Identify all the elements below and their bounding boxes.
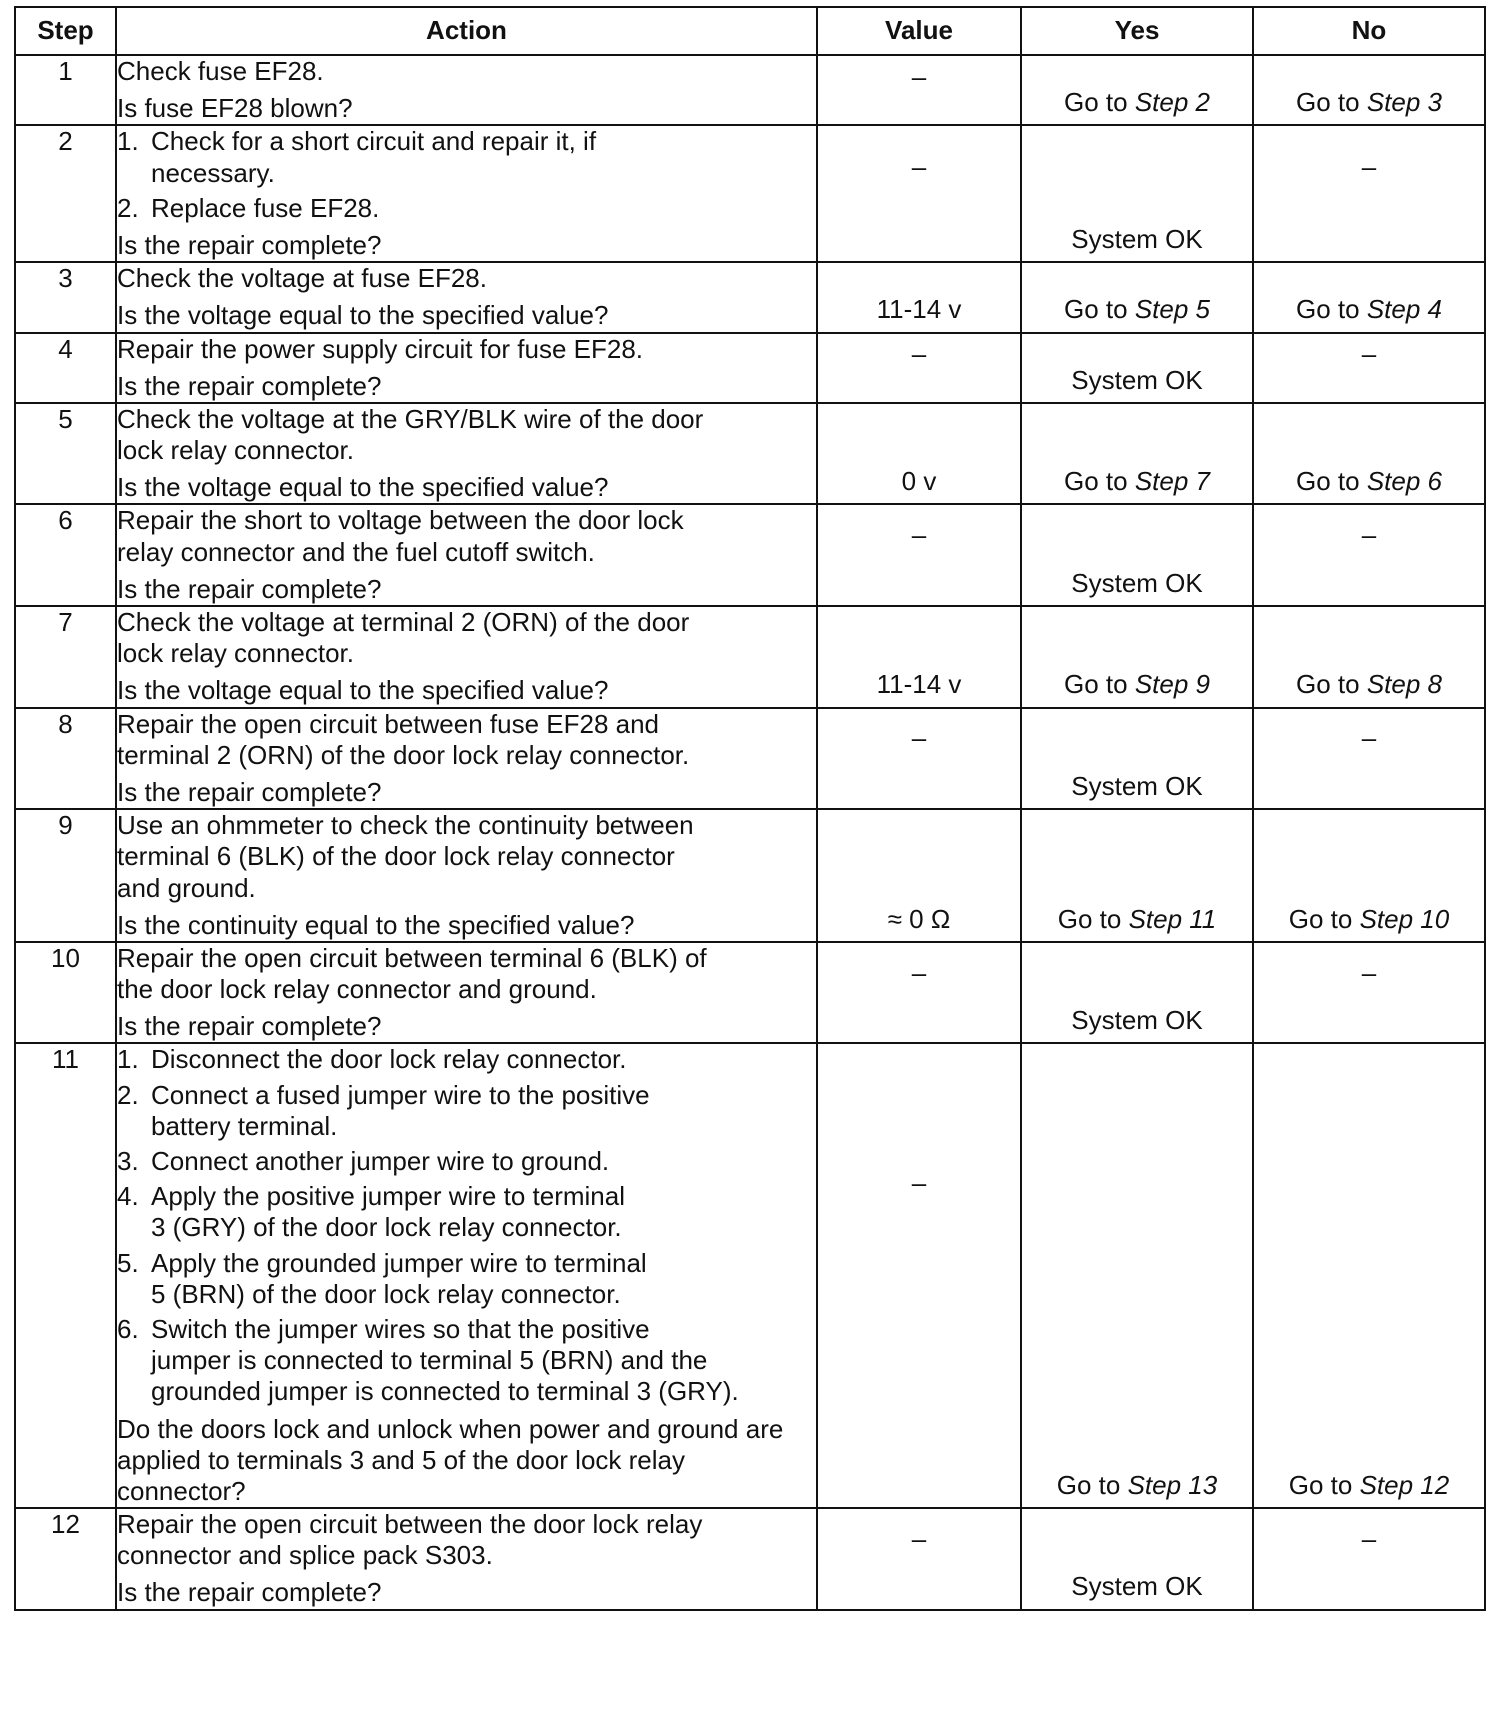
yes-text: System OK bbox=[1071, 1005, 1203, 1036]
yes-outcome bbox=[1022, 568, 1252, 599]
step-cell: 5 bbox=[15, 403, 116, 505]
step-cell: 10 bbox=[15, 942, 116, 1044]
diagnostic-table-container bbox=[14, 6, 1486, 1611]
action-line: terminal 6 (BLK) of the door lock relay connector bbox=[117, 841, 675, 872]
action-cell bbox=[116, 606, 817, 708]
action-step-number: 2. bbox=[117, 1079, 139, 1110]
step-cell: 1 bbox=[15, 55, 116, 125]
yes-text: System OK bbox=[1071, 770, 1203, 801]
no-step-ref: Step 4 bbox=[1366, 294, 1442, 325]
no-text: Go to Step 10 bbox=[1288, 903, 1450, 934]
yes-cell bbox=[1021, 1043, 1253, 1508]
action-step-number: 1. bbox=[117, 1044, 139, 1075]
action-line: terminal 2 (ORN) of the door lock relay connector. bbox=[117, 739, 690, 770]
table-row bbox=[15, 403, 1485, 505]
action-step-number: 6. bbox=[117, 1313, 139, 1344]
action-step-text: Disconnect the door lock relay connector. bbox=[151, 1044, 627, 1075]
yes-cell bbox=[1021, 333, 1253, 403]
value-cell bbox=[817, 403, 1021, 505]
table-row bbox=[15, 333, 1485, 403]
action-line: Check the voltage at terminal 2 (ORN) of the door bbox=[117, 607, 690, 637]
action-step-item bbox=[117, 1044, 816, 1075]
value-cell bbox=[817, 333, 1021, 403]
action-step-continuation: necessary. bbox=[151, 157, 275, 188]
table-row bbox=[15, 1043, 1485, 1508]
action-step-text: Check for a short circuit and repair it, if bbox=[151, 126, 597, 157]
action-cell bbox=[116, 1043, 817, 1508]
value-cell bbox=[817, 708, 1021, 810]
action-cell bbox=[116, 403, 817, 505]
no-cell bbox=[1253, 333, 1485, 403]
action-line: lock relay connector. bbox=[117, 638, 355, 669]
action-cell bbox=[116, 809, 817, 942]
no-outcome bbox=[1254, 151, 1484, 182]
step-cell: 9 bbox=[15, 809, 116, 942]
no-text: – bbox=[1361, 519, 1377, 550]
value-text: – bbox=[911, 519, 927, 550]
action-step-text: Replace fuse EF28. bbox=[151, 192, 380, 223]
table-row bbox=[15, 125, 1485, 262]
table-body bbox=[15, 55, 1485, 1610]
table-row bbox=[15, 55, 1485, 125]
action-step-continuation: jumper is connected to terminal 5 (BRN) and the grounded jumper is connected to terminal 3 (GRY). bbox=[151, 1345, 739, 1407]
yes-cell bbox=[1021, 55, 1253, 125]
yes-cell bbox=[1021, 125, 1253, 262]
no-cell bbox=[1253, 708, 1485, 810]
no-outcome bbox=[1254, 1523, 1484, 1554]
no-step-ref: Step 3 bbox=[1366, 87, 1442, 118]
step-cell: 12 bbox=[15, 1508, 116, 1610]
yes-text: Go to Step 2 bbox=[1064, 87, 1210, 118]
value-text: – bbox=[911, 338, 927, 369]
value-text: 0 v bbox=[901, 466, 937, 497]
yes-outcome bbox=[1022, 87, 1252, 118]
yes-text: Go to Step 11 bbox=[1057, 903, 1217, 934]
yes-text: Go to Step 5 bbox=[1064, 294, 1210, 325]
value-cell bbox=[817, 809, 1021, 942]
yes-outcome bbox=[1022, 771, 1252, 802]
step-cell: 3 bbox=[15, 262, 116, 332]
no-outcome bbox=[1254, 520, 1484, 551]
action-cell bbox=[116, 262, 817, 332]
yes-text: System OK bbox=[1071, 567, 1203, 598]
no-cell bbox=[1253, 809, 1485, 942]
yes-text: Go to Step 13 bbox=[1056, 1469, 1218, 1500]
no-outcome bbox=[1254, 957, 1484, 988]
no-outcome bbox=[1254, 1470, 1484, 1501]
action-question: Is the repair complete? bbox=[117, 229, 382, 260]
no-outcome bbox=[1254, 338, 1484, 369]
step-cell: 2 bbox=[15, 125, 116, 262]
action-question: Is the voltage equal to the specified value? bbox=[117, 472, 609, 503]
action-line: connector and splice pack S303. bbox=[117, 1540, 493, 1571]
no-cell bbox=[1253, 606, 1485, 708]
value-text: 11-14 v bbox=[876, 669, 962, 700]
action-step-item bbox=[117, 126, 816, 188]
yes-step-ref: Step 9 bbox=[1134, 669, 1210, 700]
action-cell bbox=[116, 942, 817, 1044]
no-outcome bbox=[1254, 294, 1484, 325]
yes-cell bbox=[1021, 606, 1253, 708]
yes-outcome bbox=[1022, 904, 1252, 935]
no-text: Go to Step 3 bbox=[1296, 87, 1442, 118]
action-step-text: Apply the positive jumper wire to terminal bbox=[151, 1181, 625, 1212]
table-row bbox=[15, 504, 1485, 606]
action-step-text: Connect another jumper wire to ground. bbox=[151, 1146, 610, 1176]
yes-step-ref: Step 7 bbox=[1134, 466, 1210, 497]
no-step-ref: Step 6 bbox=[1366, 466, 1442, 497]
action-cell bbox=[116, 504, 817, 606]
no-cell bbox=[1253, 403, 1485, 505]
no-outcome bbox=[1254, 904, 1484, 935]
value-text: – bbox=[911, 151, 927, 182]
yes-outcome bbox=[1022, 224, 1252, 255]
action-line: the door lock relay connector and ground. bbox=[117, 974, 597, 1005]
action-step-item bbox=[117, 193, 816, 224]
value-cell bbox=[817, 942, 1021, 1044]
action-cell bbox=[116, 333, 817, 403]
action-line: lock relay connector. bbox=[117, 435, 355, 466]
table-row bbox=[15, 942, 1485, 1044]
action-line: Repair the power supply circuit for fuse EF28. bbox=[117, 333, 644, 364]
step-cell: 4 bbox=[15, 333, 116, 403]
yes-outcome bbox=[1022, 669, 1252, 700]
no-text: – bbox=[1361, 1523, 1377, 1554]
value-text: – bbox=[911, 1523, 927, 1554]
yes-text: System OK bbox=[1071, 1571, 1203, 1602]
no-text: Go to Step 8 bbox=[1296, 669, 1442, 700]
action-step-item bbox=[117, 1248, 816, 1310]
yes-cell bbox=[1021, 708, 1253, 810]
no-cell bbox=[1253, 55, 1485, 125]
value-cell bbox=[817, 55, 1021, 125]
step-cell: 6 bbox=[15, 504, 116, 606]
header-step: Step bbox=[15, 7, 116, 55]
table-header-row bbox=[15, 7, 1485, 55]
action-line: Repair the short to voltage between the door lock bbox=[117, 505, 684, 536]
yes-cell bbox=[1021, 1508, 1253, 1610]
yes-cell bbox=[1021, 942, 1253, 1044]
yes-text: System OK bbox=[1071, 223, 1203, 254]
action-step-number: 4. bbox=[117, 1181, 139, 1212]
no-cell bbox=[1253, 504, 1485, 606]
action-line: Check the voltage at the GRY/BLK wire of the door bbox=[117, 403, 704, 434]
no-cell bbox=[1253, 942, 1485, 1044]
yes-outcome bbox=[1022, 294, 1252, 325]
action-question: Is the repair complete? bbox=[117, 370, 382, 401]
action-question: Is the repair complete? bbox=[117, 1577, 382, 1608]
header-yes: Yes bbox=[1021, 7, 1253, 55]
action-question: Is the repair complete? bbox=[117, 1011, 382, 1042]
no-text: – bbox=[1361, 957, 1377, 988]
no-step-ref: Step 10 bbox=[1359, 903, 1450, 934]
action-cell bbox=[116, 1508, 817, 1610]
no-cell bbox=[1253, 262, 1485, 332]
action-step-item bbox=[117, 1146, 816, 1177]
action-step-text: Apply the grounded jumper wire to terminal bbox=[151, 1247, 647, 1278]
value-text: – bbox=[911, 1167, 927, 1198]
action-step-continuation: 5 (BRN) of the door lock relay connector. bbox=[151, 1278, 621, 1309]
action-line: Check fuse EF28. bbox=[117, 56, 324, 86]
step-cell: 8 bbox=[15, 708, 116, 810]
yes-outcome bbox=[1022, 466, 1252, 497]
no-outcome bbox=[1254, 466, 1484, 497]
yes-cell bbox=[1021, 262, 1253, 332]
action-question: Is fuse EF28 blown? bbox=[117, 93, 353, 124]
value-cell bbox=[817, 125, 1021, 262]
action-question: Is the voltage equal to the specified value? bbox=[117, 300, 609, 331]
action-step-item bbox=[117, 1181, 816, 1243]
action-step-number: 3. bbox=[117, 1146, 139, 1176]
no-cell bbox=[1253, 125, 1485, 262]
step-cell: 11 bbox=[15, 1043, 116, 1508]
no-step-ref: Step 8 bbox=[1366, 669, 1442, 700]
yes-outcome bbox=[1022, 1005, 1252, 1036]
action-question: Is the voltage equal to the specified value? bbox=[117, 675, 609, 706]
action-question: Is the repair complete? bbox=[117, 776, 382, 807]
no-outcome bbox=[1254, 723, 1484, 754]
action-step-item bbox=[117, 1314, 816, 1408]
diagnostic-table bbox=[14, 6, 1486, 1611]
action-line: Repair the open circuit between fuse EF28 and bbox=[117, 708, 660, 739]
action-line: Check the voltage at fuse EF28. bbox=[117, 263, 487, 294]
yes-cell bbox=[1021, 809, 1253, 942]
yes-text: Go to Step 7 bbox=[1064, 466, 1210, 497]
table-row bbox=[15, 809, 1485, 942]
no-cell bbox=[1253, 1508, 1485, 1610]
action-step-item bbox=[117, 1080, 816, 1142]
action-line: Use an ohmmeter to check the continuity between bbox=[117, 810, 694, 841]
value-cell bbox=[817, 1508, 1021, 1610]
action-line: and ground. bbox=[117, 872, 256, 903]
yes-step-ref: Step 5 bbox=[1134, 294, 1210, 325]
value-text: – bbox=[911, 722, 927, 753]
value-text: – bbox=[911, 60, 927, 91]
no-outcome bbox=[1254, 87, 1484, 118]
action-cell bbox=[116, 708, 817, 810]
action-line: Repair the open circuit between terminal 6 (BLK) of bbox=[117, 942, 707, 973]
table-row bbox=[15, 708, 1485, 810]
table-row bbox=[15, 262, 1485, 332]
action-cell bbox=[116, 55, 817, 125]
action-step-text: Connect a fused jumper wire to the positive bbox=[151, 1079, 650, 1110]
step-cell: 7 bbox=[15, 606, 116, 708]
action-step-number: 5. bbox=[117, 1247, 139, 1278]
action-step-continuation: battery terminal. bbox=[151, 1110, 338, 1141]
yes-text: Go to Step 9 bbox=[1064, 669, 1210, 700]
no-text: Go to Step 6 bbox=[1296, 466, 1442, 497]
yes-outcome bbox=[1022, 365, 1252, 396]
value-cell bbox=[817, 262, 1021, 332]
table-row bbox=[15, 1508, 1485, 1610]
action-step-number: 2. bbox=[117, 192, 139, 223]
yes-text: System OK bbox=[1071, 364, 1203, 395]
no-step-ref: Step 12 bbox=[1359, 1469, 1450, 1500]
value-text: ≈ 0 Ω bbox=[887, 903, 951, 934]
no-cell bbox=[1253, 1043, 1485, 1508]
action-question: Do the doors lock and unlock when power and ground are applied to terminals 3 and 5 of the door lock relay connector? bbox=[117, 1413, 784, 1506]
value-cell bbox=[817, 1043, 1021, 1508]
no-text: Go to Step 4 bbox=[1296, 294, 1442, 325]
no-text: – bbox=[1361, 722, 1377, 753]
yes-cell bbox=[1021, 403, 1253, 505]
header-no: No bbox=[1253, 7, 1485, 55]
value-text: – bbox=[911, 957, 927, 988]
value-cell bbox=[817, 504, 1021, 606]
action-cell bbox=[116, 125, 817, 262]
header-action: Action bbox=[116, 7, 817, 55]
action-question: Is the continuity equal to the specified value? bbox=[117, 909, 635, 940]
value-text: 11-14 v bbox=[876, 294, 962, 325]
yes-outcome bbox=[1022, 1470, 1252, 1501]
yes-cell bbox=[1021, 504, 1253, 606]
yes-step-ref: Step 2 bbox=[1134, 87, 1210, 118]
no-text: Go to Step 12 bbox=[1288, 1469, 1450, 1500]
action-line: relay connector and the fuel cutoff switch. bbox=[117, 536, 595, 567]
no-text: – bbox=[1361, 338, 1377, 369]
action-question: Is the repair complete? bbox=[117, 573, 382, 604]
no-text: – bbox=[1361, 151, 1377, 182]
yes-outcome bbox=[1022, 1571, 1252, 1602]
yes-step-ref: Step 11 bbox=[1128, 903, 1217, 934]
table-row bbox=[15, 606, 1485, 708]
action-step-continuation: 3 (GRY) of the door lock relay connector. bbox=[151, 1212, 622, 1243]
action-step-number: 1. bbox=[117, 126, 139, 157]
action-line: Repair the open circuit between the door lock relay bbox=[117, 1509, 703, 1540]
header-value: Value bbox=[817, 7, 1021, 55]
no-outcome bbox=[1254, 669, 1484, 700]
action-step-text: Switch the jumper wires so that the positive bbox=[151, 1313, 650, 1344]
yes-step-ref: Step 13 bbox=[1127, 1469, 1218, 1500]
value-cell bbox=[817, 606, 1021, 708]
